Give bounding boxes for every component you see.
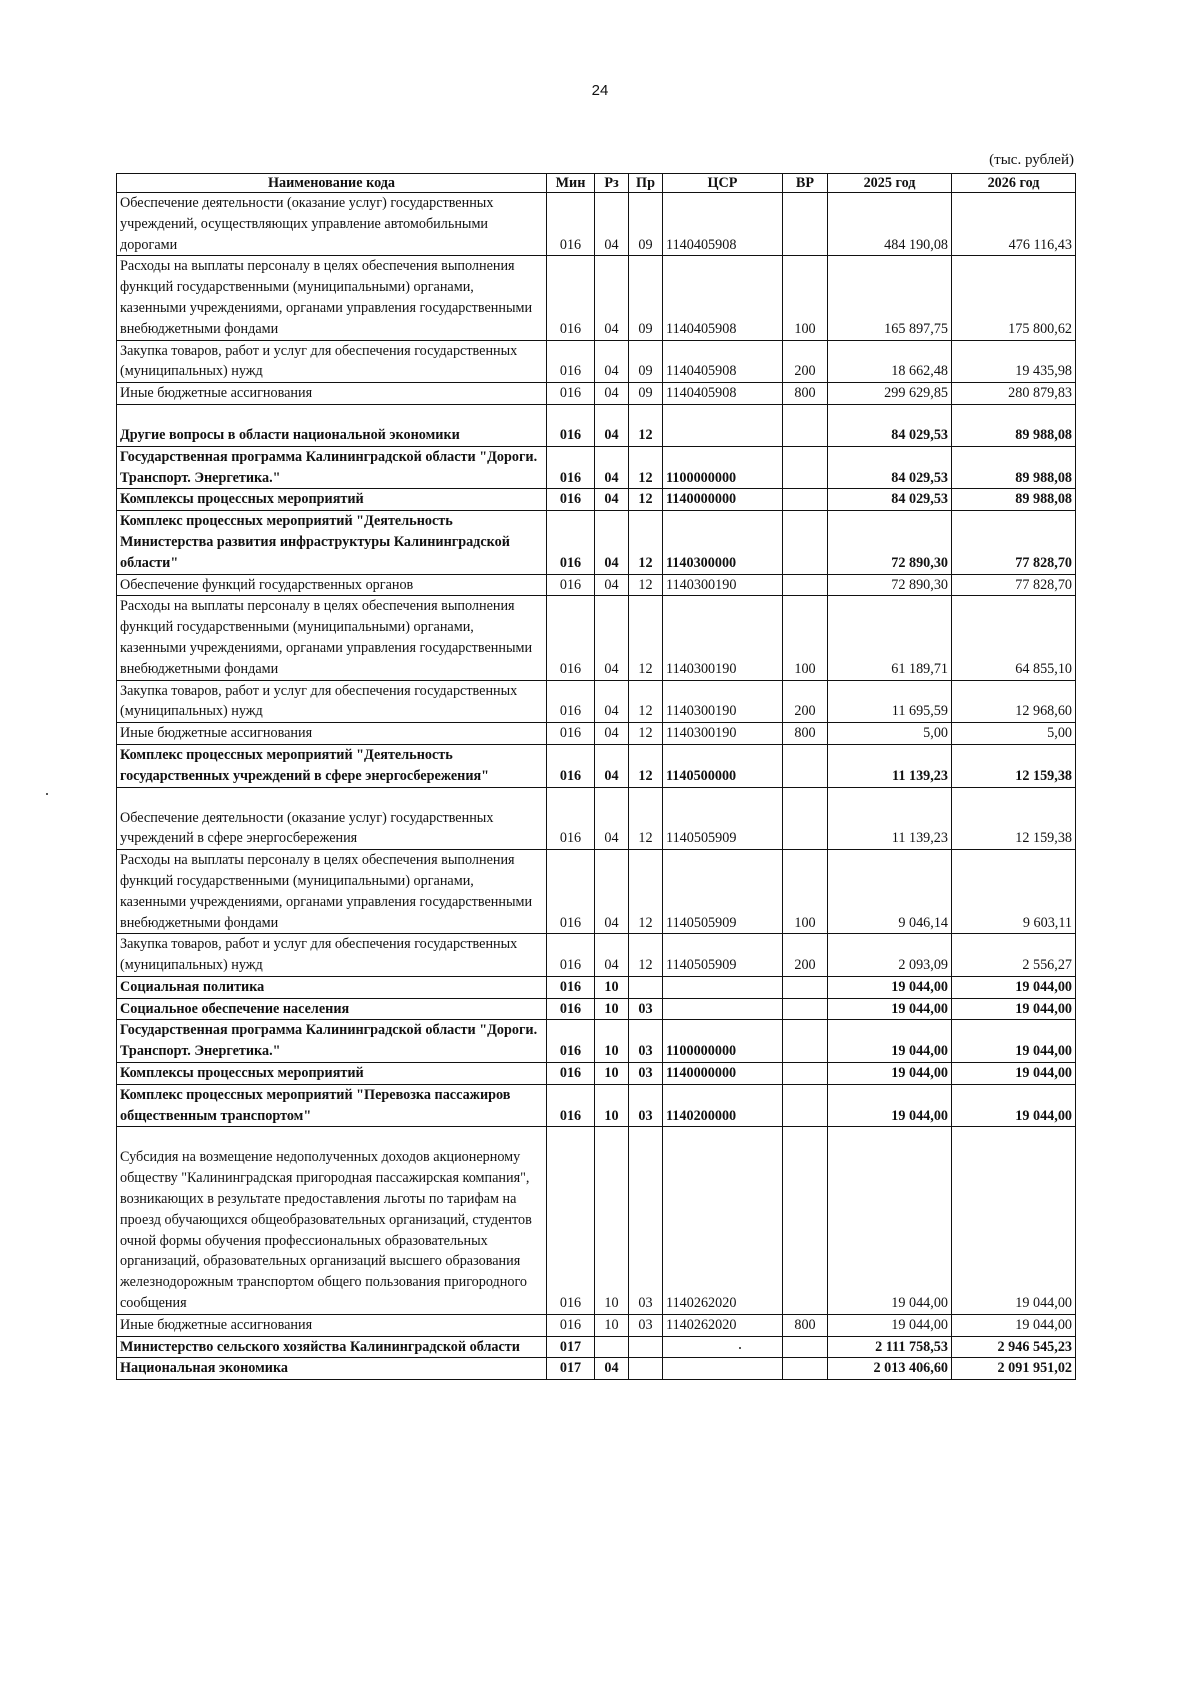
cell-min: 016 bbox=[547, 1314, 595, 1336]
cell-pr: 12 bbox=[629, 511, 663, 574]
cell-pr: 12 bbox=[629, 574, 663, 596]
cell-csr: 1140405908 bbox=[663, 383, 783, 405]
cell-name: Другие вопросы в области национальной экономики bbox=[117, 404, 547, 446]
cell-csr: 1100000000 bbox=[663, 446, 783, 489]
cell-y2026: 12 968,60 bbox=[952, 680, 1076, 723]
cell-vr: 200 bbox=[783, 680, 828, 723]
cell-name: Субсидия на возмещение недополученных доходов акционерному обществу "Калининградская пригородная пассажирская компания", возникающих в результате предоставления льготы по тарифам на проезд обучающихся общеобразовательных организаций, студентов очной формы обучения профессиональных образовательных организаций, образовательных организаций высшего образования железнодорожным транспортом общего пользования пригородного сообщения bbox=[117, 1127, 547, 1314]
cell-min: 016 bbox=[547, 787, 595, 850]
cell-pr: 12 bbox=[629, 744, 663, 787]
cell-min: 017 bbox=[547, 1336, 595, 1358]
cell-y2025: 11 695,59 bbox=[828, 680, 952, 723]
cell-min: 017 bbox=[547, 1358, 595, 1380]
header-2025: 2025 год bbox=[828, 174, 952, 193]
cell-pr: 09 bbox=[629, 193, 663, 256]
cell-rz: 04 bbox=[595, 723, 629, 745]
cell-min: 016 bbox=[547, 850, 595, 934]
cell-y2026: 19 044,00 bbox=[952, 1063, 1076, 1085]
cell-vr: 100 bbox=[783, 596, 828, 680]
cell-name: Комплексы процессных мероприятий bbox=[117, 1063, 547, 1085]
table-row bbox=[117, 934, 1076, 977]
cell-csr: 1140300190 bbox=[663, 574, 783, 596]
cell-y2025: 484 190,08 bbox=[828, 193, 952, 256]
table-row bbox=[117, 1127, 1076, 1314]
cell-rz: 10 bbox=[595, 976, 629, 998]
cell-csr: 1140000000 bbox=[663, 1063, 783, 1085]
cell-min: 016 bbox=[547, 1063, 595, 1085]
cell-rz: 04 bbox=[595, 193, 629, 256]
cell-csr: 1140405908 bbox=[663, 193, 783, 256]
cell-name: Расходы на выплаты персоналу в целях обеспечения выполнения функций государственными (муниципальными) органами, казенными учреждениями, органами управления государственными внебюджетными фондами bbox=[117, 256, 547, 340]
cell-pr: 03 bbox=[629, 1084, 663, 1127]
cell-csr: 1140300190 bbox=[663, 596, 783, 680]
cell-min: 016 bbox=[547, 340, 595, 383]
table-row bbox=[117, 256, 1076, 340]
cell-csr: 1140000000 bbox=[663, 489, 783, 511]
cell-vr bbox=[783, 193, 828, 256]
cell-rz: 04 bbox=[595, 511, 629, 574]
cell-vr bbox=[783, 1336, 828, 1358]
table-row bbox=[117, 998, 1076, 1020]
cell-min: 016 bbox=[547, 744, 595, 787]
cell-vr bbox=[783, 446, 828, 489]
cell-vr: 100 bbox=[783, 850, 828, 934]
cell-name: Обеспечение функций государственных органов bbox=[117, 574, 547, 596]
cell-vr bbox=[783, 1358, 828, 1380]
cell-csr: 1140200000 bbox=[663, 1084, 783, 1127]
table-row bbox=[117, 446, 1076, 489]
cell-name: Иные бюджетные ассигнования bbox=[117, 383, 547, 405]
cell-vr bbox=[783, 511, 828, 574]
cell-y2025: 18 662,48 bbox=[828, 340, 952, 383]
cell-y2025: 5,00 bbox=[828, 723, 952, 745]
table-row bbox=[117, 787, 1076, 850]
cell-pr: 03 bbox=[629, 1063, 663, 1085]
table-header-row bbox=[117, 174, 1076, 193]
cell-rz: 10 bbox=[595, 998, 629, 1020]
cell-pr bbox=[629, 976, 663, 998]
cell-name: Закупка товаров, работ и услуг для обеспечения государственных (муниципальных) нужд bbox=[117, 934, 547, 977]
table-row bbox=[117, 596, 1076, 680]
cell-pr: 12 bbox=[629, 446, 663, 489]
cell-y2026: 89 988,08 bbox=[952, 446, 1076, 489]
cell-y2025: 19 044,00 bbox=[828, 1127, 952, 1314]
cell-vr bbox=[783, 574, 828, 596]
cell-min: 016 bbox=[547, 383, 595, 405]
cell-csr: 1140405908 bbox=[663, 340, 783, 383]
cell-vr bbox=[783, 787, 828, 850]
cell-name: Иные бюджетные ассигнования bbox=[117, 723, 547, 745]
table-row bbox=[117, 680, 1076, 723]
header-vr: ВР bbox=[783, 174, 828, 193]
cell-y2025: 11 139,23 bbox=[828, 787, 952, 850]
cell-y2026: 19 044,00 bbox=[952, 1127, 1076, 1314]
cell-name: Комплекс процессных мероприятий "Перевозка пассажиров общественным транспортом" bbox=[117, 1084, 547, 1127]
cell-name: Социальная политика bbox=[117, 976, 547, 998]
cell-name: Национальная экономика bbox=[117, 1358, 547, 1380]
table-row bbox=[117, 1084, 1076, 1127]
cell-vr bbox=[783, 404, 828, 446]
cell-y2026: 77 828,70 bbox=[952, 574, 1076, 596]
cell-name: Государственная программа Калининградской области "Дороги. Транспорт. Энергетика." bbox=[117, 446, 547, 489]
cell-min: 016 bbox=[547, 680, 595, 723]
cell-rz: 10 bbox=[595, 1020, 629, 1063]
cell-pr bbox=[629, 1358, 663, 1380]
cell-rz: 04 bbox=[595, 850, 629, 934]
cell-y2025: 19 044,00 bbox=[828, 1314, 952, 1336]
cell-csr bbox=[663, 1358, 783, 1380]
cell-y2026: 476 116,43 bbox=[952, 193, 1076, 256]
cell-csr: 1140505909 bbox=[663, 850, 783, 934]
cell-y2026: 19 044,00 bbox=[952, 998, 1076, 1020]
cell-y2025: 19 044,00 bbox=[828, 1020, 952, 1063]
cell-csr: 1100000000 bbox=[663, 1020, 783, 1063]
cell-y2026: 19 044,00 bbox=[952, 1314, 1076, 1336]
cell-y2025: 165 897,75 bbox=[828, 256, 952, 340]
cell-pr: 12 bbox=[629, 934, 663, 977]
cell-vr bbox=[783, 1084, 828, 1127]
cell-y2025: 84 029,53 bbox=[828, 404, 952, 446]
cell-y2026: 19 435,98 bbox=[952, 340, 1076, 383]
cell-csr: 1140505909 bbox=[663, 787, 783, 850]
budget-table bbox=[116, 173, 1076, 1380]
cell-y2025: 2 111 758,53 bbox=[828, 1336, 952, 1358]
cell-y2026: 2 091 951,02 bbox=[952, 1358, 1076, 1380]
cell-vr: 200 bbox=[783, 340, 828, 383]
cell-csr: 1140300190 bbox=[663, 723, 783, 745]
cell-name: Комплекс процессных мероприятий "Деятельность Министерства развития инфраструктуры Калининградской области" bbox=[117, 511, 547, 574]
cell-rz: 04 bbox=[595, 574, 629, 596]
cell-rz: 04 bbox=[595, 404, 629, 446]
table-row bbox=[117, 976, 1076, 998]
table-row bbox=[117, 383, 1076, 405]
cell-pr: 03 bbox=[629, 1314, 663, 1336]
cell-y2026: 12 159,38 bbox=[952, 787, 1076, 850]
cell-y2026: 89 988,08 bbox=[952, 404, 1076, 446]
cell-min: 016 bbox=[547, 1084, 595, 1127]
cell-name: Закупка товаров, работ и услуг для обеспечения государственных (муниципальных) нужд bbox=[117, 340, 547, 383]
cell-min: 016 bbox=[547, 404, 595, 446]
cell-y2026: 9 603,11 bbox=[952, 850, 1076, 934]
cell-min: 016 bbox=[547, 574, 595, 596]
cell-pr: 09 bbox=[629, 256, 663, 340]
cell-name: Иные бюджетные ассигнования bbox=[117, 1314, 547, 1336]
cell-rz: 04 bbox=[595, 744, 629, 787]
cell-y2025: 72 890,30 bbox=[828, 574, 952, 596]
cell-pr: 12 bbox=[629, 596, 663, 680]
cell-y2025: 19 044,00 bbox=[828, 1084, 952, 1127]
cell-name: Обеспечение деятельности (оказание услуг) государственных учреждений в сфере энергосбережения bbox=[117, 787, 547, 850]
cell-vr bbox=[783, 744, 828, 787]
cell-csr: 1140500000 bbox=[663, 744, 783, 787]
cell-pr: 12 bbox=[629, 489, 663, 511]
cell-y2025: 72 890,30 bbox=[828, 511, 952, 574]
cell-pr: 12 bbox=[629, 723, 663, 745]
cell-csr: 1140262020 bbox=[663, 1314, 783, 1336]
table-row bbox=[117, 1358, 1076, 1380]
cell-csr: 1140300190 bbox=[663, 680, 783, 723]
table-body bbox=[117, 193, 1076, 1380]
cell-name: Расходы на выплаты персоналу в целях обеспечения выполнения функций государственными (муниципальными) органами, казенными учреждениями, органами управления государственными внебюджетными фондами bbox=[117, 596, 547, 680]
cell-y2026: 19 044,00 bbox=[952, 976, 1076, 998]
cell-pr: 12 bbox=[629, 680, 663, 723]
cell-rz: 04 bbox=[595, 680, 629, 723]
cell-y2026: 2 946 545,23 bbox=[952, 1336, 1076, 1358]
cell-csr bbox=[663, 998, 783, 1020]
cell-name: Министерство сельского хозяйства Калининградской области bbox=[117, 1336, 547, 1358]
cell-rz bbox=[595, 1336, 629, 1358]
table-row bbox=[117, 1020, 1076, 1063]
cell-csr bbox=[663, 404, 783, 446]
cell-y2026: 5,00 bbox=[952, 723, 1076, 745]
cell-min: 016 bbox=[547, 976, 595, 998]
cell-rz: 04 bbox=[595, 383, 629, 405]
cell-y2025: 84 029,53 bbox=[828, 446, 952, 489]
cell-pr: 12 bbox=[629, 850, 663, 934]
cell-vr bbox=[783, 1127, 828, 1314]
cell-min: 016 bbox=[547, 511, 595, 574]
cell-min: 016 bbox=[547, 446, 595, 489]
header-2026: 2026 год bbox=[952, 174, 1076, 193]
cell-name: Социальное обеспечение населения bbox=[117, 998, 547, 1020]
cell-vr bbox=[783, 489, 828, 511]
table-row bbox=[117, 511, 1076, 574]
cell-vr: 800 bbox=[783, 723, 828, 745]
cell-y2025: 2 013 406,60 bbox=[828, 1358, 952, 1380]
cell-rz: 04 bbox=[595, 340, 629, 383]
cell-min: 016 bbox=[547, 193, 595, 256]
cell-y2026: 12 159,38 bbox=[952, 744, 1076, 787]
cell-y2026: 77 828,70 bbox=[952, 511, 1076, 574]
cell-rz: 04 bbox=[595, 446, 629, 489]
cell-rz: 10 bbox=[595, 1127, 629, 1314]
cell-y2026: 19 044,00 bbox=[952, 1020, 1076, 1063]
cell-rz: 04 bbox=[595, 256, 629, 340]
header-name: Наименование кода bbox=[117, 174, 547, 193]
cell-y2026: 280 879,83 bbox=[952, 383, 1076, 405]
cell-y2026: 175 800,62 bbox=[952, 256, 1076, 340]
cell-csr: 1140405908 bbox=[663, 256, 783, 340]
table-row bbox=[117, 574, 1076, 596]
cell-pr: 03 bbox=[629, 1127, 663, 1314]
table-row bbox=[117, 723, 1076, 745]
header-pr: Пр bbox=[629, 174, 663, 193]
cell-vr bbox=[783, 1063, 828, 1085]
table-row bbox=[117, 1063, 1076, 1085]
cell-csr bbox=[663, 1336, 783, 1358]
cell-name: Государственная программа Калининградской области "Дороги. Транспорт. Энергетика." bbox=[117, 1020, 547, 1063]
cell-y2025: 84 029,53 bbox=[828, 489, 952, 511]
cell-y2025: 19 044,00 bbox=[828, 976, 952, 998]
header-csr: ЦСР bbox=[663, 174, 783, 193]
cell-rz: 10 bbox=[595, 1084, 629, 1127]
cell-name: Обеспечение деятельности (оказание услуг) государственных учреждений, осуществляющих управление автомобильными дорогами bbox=[117, 193, 547, 256]
table-row bbox=[117, 850, 1076, 934]
header-min: Мин bbox=[547, 174, 595, 193]
cell-y2025: 61 189,71 bbox=[828, 596, 952, 680]
cell-name: Закупка товаров, работ и услуг для обеспечения государственных (муниципальных) нужд bbox=[117, 680, 547, 723]
cell-y2025: 19 044,00 bbox=[828, 998, 952, 1020]
cell-rz: 04 bbox=[595, 1358, 629, 1380]
cell-y2025: 299 629,85 bbox=[828, 383, 952, 405]
cell-min: 016 bbox=[547, 998, 595, 1020]
page-number: 24 bbox=[591, 82, 609, 99]
cell-min: 016 bbox=[547, 596, 595, 680]
table-row bbox=[117, 340, 1076, 383]
cell-csr bbox=[663, 976, 783, 998]
cell-csr: 1140262020 bbox=[663, 1127, 783, 1314]
cell-min: 016 bbox=[547, 723, 595, 745]
cell-pr bbox=[629, 1336, 663, 1358]
cell-name: Комплексы процессных мероприятий bbox=[117, 489, 547, 511]
cell-y2026: 89 988,08 bbox=[952, 489, 1076, 511]
cell-rz: 10 bbox=[595, 1314, 629, 1336]
cell-vr: 800 bbox=[783, 1314, 828, 1336]
header-rz: Рз bbox=[595, 174, 629, 193]
cell-min: 016 bbox=[547, 934, 595, 977]
cell-csr: 1140505909 bbox=[663, 934, 783, 977]
units-label: (тыс. рублей) bbox=[989, 152, 1074, 168]
cell-min: 016 bbox=[547, 1020, 595, 1063]
cell-y2026: 64 855,10 bbox=[952, 596, 1076, 680]
cell-vr: 200 bbox=[783, 934, 828, 977]
table-row bbox=[117, 489, 1076, 511]
cell-vr bbox=[783, 998, 828, 1020]
cell-vr bbox=[783, 1020, 828, 1063]
cell-pr: 12 bbox=[629, 404, 663, 446]
cell-min: 016 bbox=[547, 1127, 595, 1314]
cell-vr: 100 bbox=[783, 256, 828, 340]
cell-pr: 03 bbox=[629, 1020, 663, 1063]
cell-csr: 1140300000 bbox=[663, 511, 783, 574]
cell-pr: 09 bbox=[629, 383, 663, 405]
cell-name: Комплекс процессных мероприятий "Деятельность государственных учреждений в сфере энергосбережения" bbox=[117, 744, 547, 787]
cell-min: 016 bbox=[547, 489, 595, 511]
cell-y2025: 2 093,09 bbox=[828, 934, 952, 977]
cell-pr: 09 bbox=[629, 340, 663, 383]
cell-rz: 04 bbox=[595, 934, 629, 977]
table-row bbox=[117, 193, 1076, 256]
cell-y2025: 9 046,14 bbox=[828, 850, 952, 934]
cell-name: Расходы на выплаты персоналу в целях обеспечения выполнения функций государственными (муниципальными) органами, казенными учреждениями, органами управления государственными внебюджетными фондами bbox=[117, 850, 547, 934]
cell-y2026: 19 044,00 bbox=[952, 1084, 1076, 1127]
cell-vr bbox=[783, 976, 828, 998]
cell-y2025: 11 139,23 bbox=[828, 744, 952, 787]
cell-rz: 04 bbox=[595, 787, 629, 850]
cell-min: 016 bbox=[547, 256, 595, 340]
table-row bbox=[117, 404, 1076, 446]
table-row bbox=[117, 1314, 1076, 1336]
cell-y2025: 19 044,00 bbox=[828, 1063, 952, 1085]
cell-rz: 04 bbox=[595, 489, 629, 511]
cell-rz: 04 bbox=[595, 596, 629, 680]
cell-pr: 03 bbox=[629, 998, 663, 1020]
cell-rz: 10 bbox=[595, 1063, 629, 1085]
cell-vr: 800 bbox=[783, 383, 828, 405]
table-row bbox=[117, 744, 1076, 787]
table-row bbox=[117, 1336, 1076, 1358]
cell-y2026: 2 556,27 bbox=[952, 934, 1076, 977]
cell-pr: 12 bbox=[629, 787, 663, 850]
stray-mark bbox=[46, 793, 48, 795]
